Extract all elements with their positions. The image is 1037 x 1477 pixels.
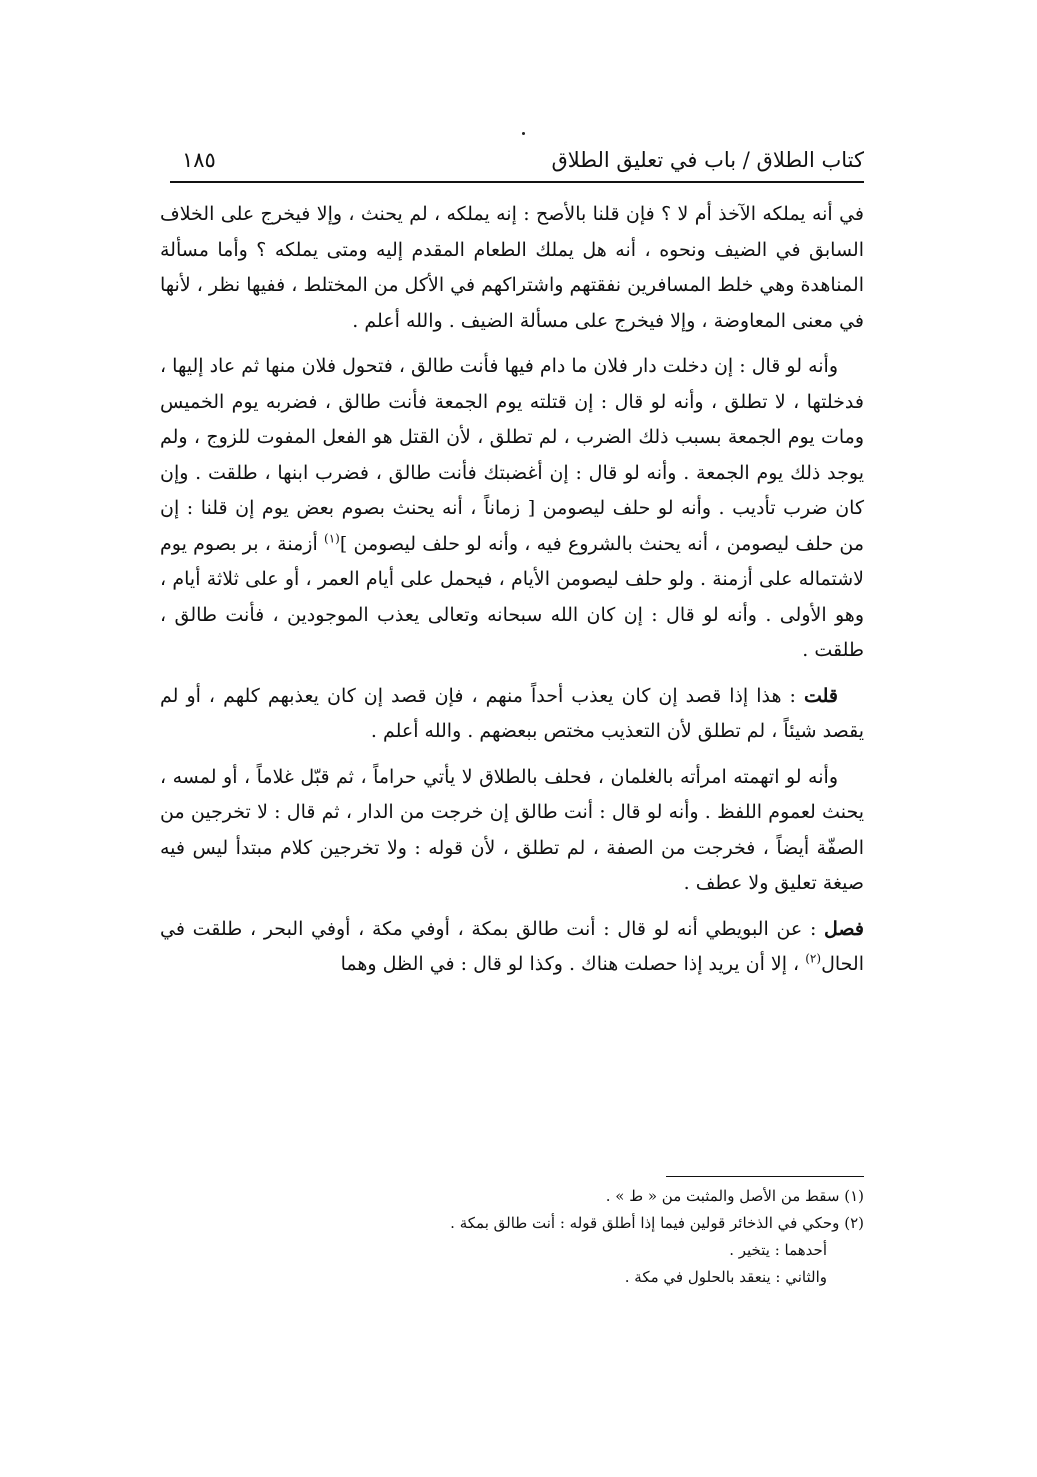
paragraph-1: في أنه يملكه الآخذ أم لا ؟ فإن قلنا بالأصح : إنه يملكه ، لم يحنث ، وإلا فيخرج على الخلاف السابق في الضيف ونحوه ، أنه هل يملك الطعام المقدم إليه ومتى يملكه ؟ وأما مسألة المناهدة وهي خلط المسافرين نفقتهم واشتراكهم في الأكل من المختلط ، ففيها نظر ، لأنها في معنى المعاوضة ، وإلا فيخرج على مسألة الضيف . والله أعلم . <box>159 203 864 332</box>
paragraph-5-part-2: ، إلا أن يريد إذا حصلت هناك . وكذا لو قال : في الظل وهما <box>340 953 806 975</box>
paragraph-5 <box>160 912 864 983</box>
footnotes <box>360 1183 864 1291</box>
paragraph-5-part-1: : عن البويطي أنه لو قال : أنت طالق بمكة ، أوفي مكة ، أوفي البحر ، طلقت في الحال <box>160 917 864 975</box>
header-rule <box>170 181 864 183</box>
paragraph-2-part-2: أزمنة ، بر بصوم يوم لاشتماله على أزمنة . ولو حلف ليصومن الأيام ، فيحمل على أيام العمر ، أو على ثلاثة أيام ، وهو الأولى . وأنه لو قال : إن كان الله سبحانه وتعالى يعذب الموجودين ، فأنت طالق ، طلقت . <box>160 532 864 661</box>
page-number: ١٨٥ <box>182 148 216 172</box>
footnote-2-option-2: والثاني : ينعقد بالحلول في مكة . <box>624 1268 827 1286</box>
footnote-rule <box>666 1176 864 1177</box>
footnote-2-number: (٢) <box>844 1214 864 1232</box>
page-header <box>170 144 864 180</box>
paragraph-3 <box>160 679 864 750</box>
footnote-marker-1[interactable]: (١) <box>324 531 340 546</box>
paragraph-4: وأنه لو اتهمته امرأته بالغلمان ، فحلف بالطلاق لا يأتي حراماً ، ثم قبّل غلاماً ، أو لمسه ، يحنث لعموم اللفظ . وأنه لو قال : أنت طالق إن خرجت من الدار ، ثم قال : لا تخرجين من الصفّة أيضاً ، فخرجت من الصفة ، لم تطلق ، لأن قوله : ولا تخرجين كلام مبتدأ ليس فيه صيغة تعليق ولا عطف . <box>160 765 864 894</box>
footnote-2-option-1: أحدهما : يتخير . <box>729 1241 827 1259</box>
footnote-1-number: (١) <box>844 1187 864 1205</box>
page-mark <box>522 132 525 135</box>
paragraph-3-text: : هذا إذا قصد إن كان يعذب أحداً منهم ، فإن قصد إن كان يعذبهم كلهم ، أو لم يقصد شيئاً ، لم تطلق لأن التعذيب مختص ببعضهم . والله أعلم . <box>160 684 864 742</box>
footnote-1 <box>360 1183 864 1210</box>
footnote-1-text: سقط من الأصل والمثبت من « ط » . <box>605 1187 840 1205</box>
running-title: كتاب الطلاق / باب في تعليق الطلاق <box>551 148 864 172</box>
footnote-marker-2[interactable]: (٢) <box>805 951 822 966</box>
paragraph-2 <box>160 349 864 669</box>
main-text <box>160 197 864 983</box>
paragraph-2-part-1: وأنه لو قال : إن دخلت دار فلان ما دام فيها فأنت طالق ، فتحول فلان منها ثم عاد إليها ، فدخلتها ، لا تطلق ، وأنه لو قال : إن قتلته يوم الجمعة فأنت طالق ، فضربه يوم الخميس ومات يوم الجمعة بسبب ذلك الضرب ، لم تطلق ، لأن القتل هو الفعل المفوت للزوج ، ولم يوجد ذلك يوم الجمعة . وأنه لو قال : إن أغضبتك فأنت طالق ، فضرب ابنها ، طلقت . وإن كان ضرب تأديب . وأنه لو حلف ليصومن [ زماناً ، أنه يحنث بصوم بعض يوم إن قلنا : إن من حلف ليصومن ، أنه يحنث بالشروع فيه ، وأنه لو حلف ليصومن ] <box>160 355 864 555</box>
footnote-2-text: وحكي في الذخائر قولين فيما إذا أطلق قوله : أنت طالق بمكة . <box>450 1214 840 1232</box>
footnote-2 <box>360 1210 864 1237</box>
fasl-heading: فصل <box>824 917 864 940</box>
qultu-label: قلت <box>803 684 838 707</box>
